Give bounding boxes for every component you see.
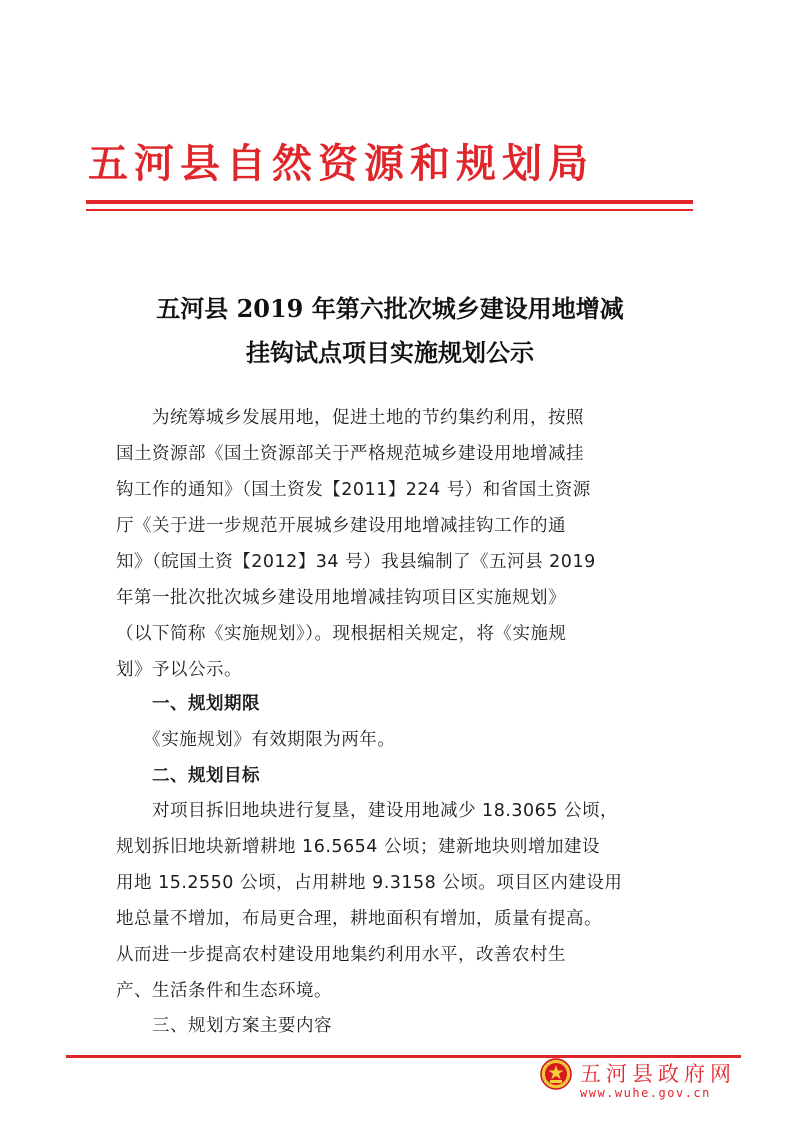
section-heading-3: 三、规划方案主要内容: [116, 1016, 332, 1036]
body-line: （以下简称《实施规划》）。现根据相关规定，将《实施规: [116, 624, 567, 644]
body-line: 地总量不增加，布局更合理，耕地面积有增加，质量有提高。: [116, 909, 602, 929]
letterhead-rule-thick: [86, 200, 693, 204]
body-line: 年第一批次批次城乡建设用地增减挂钩项目区实施规划》: [116, 588, 566, 608]
letterhead-rule-thin: [86, 209, 693, 211]
section-heading-2: 二、规划目标: [116, 766, 260, 786]
letterhead-title: 五河县自然资源和规划局: [88, 140, 594, 187]
body-line: 《实施规划》有效期限为两年。: [116, 730, 396, 750]
body-line: 从而进一步提高农村建设用地集约利用水平，改善农村生: [116, 945, 566, 965]
section-heading-1: 一、规划期限: [116, 694, 260, 714]
body-line: 用地 15.2550 公顷，占用耕地 9.3158 公顷。项目区内建设用: [116, 873, 623, 893]
body-line: 国土资源部《国土资源部关于严格规范城乡建设用地增减挂: [116, 444, 584, 464]
body-line: 规划拆旧地块新增耕地 16.5654 公顷；建新地块则增加建设: [116, 837, 600, 857]
body-line: 厅《关于进一步规范开展城乡建设用地增减挂钩工作的通: [116, 516, 566, 536]
body-line: 知》（皖国土资【2012】34 号）我县编制了《五河县 2019: [116, 552, 596, 572]
national-emblem-icon: [540, 1058, 572, 1090]
site-url[interactable]: www.wuhe.gov.cn: [580, 1086, 711, 1100]
body-line: 划》予以公示。: [116, 660, 242, 680]
body-line: 产、生活条件和生态环境。: [116, 981, 332, 1001]
body-line: 为统筹城乡发展用地，促进土地的节约集约利用，按照: [116, 408, 584, 428]
government-site-watermark[interactable]: [540, 1058, 750, 1108]
site-name: 五河县政府网: [580, 1062, 736, 1086]
body-line: 钩工作的通知》（国土资发【2011】224 号）和省国土资源: [116, 480, 591, 500]
document-title-line-2: 挂钩试点项目实施规划公示: [246, 338, 534, 367]
body-line: 对项目拆旧地块进行复垦，建设用地减少 18.3065 公顷，: [116, 801, 618, 821]
document-title-line-1: 五河县 2019 年第六批次城乡建设用地增减: [156, 294, 624, 323]
